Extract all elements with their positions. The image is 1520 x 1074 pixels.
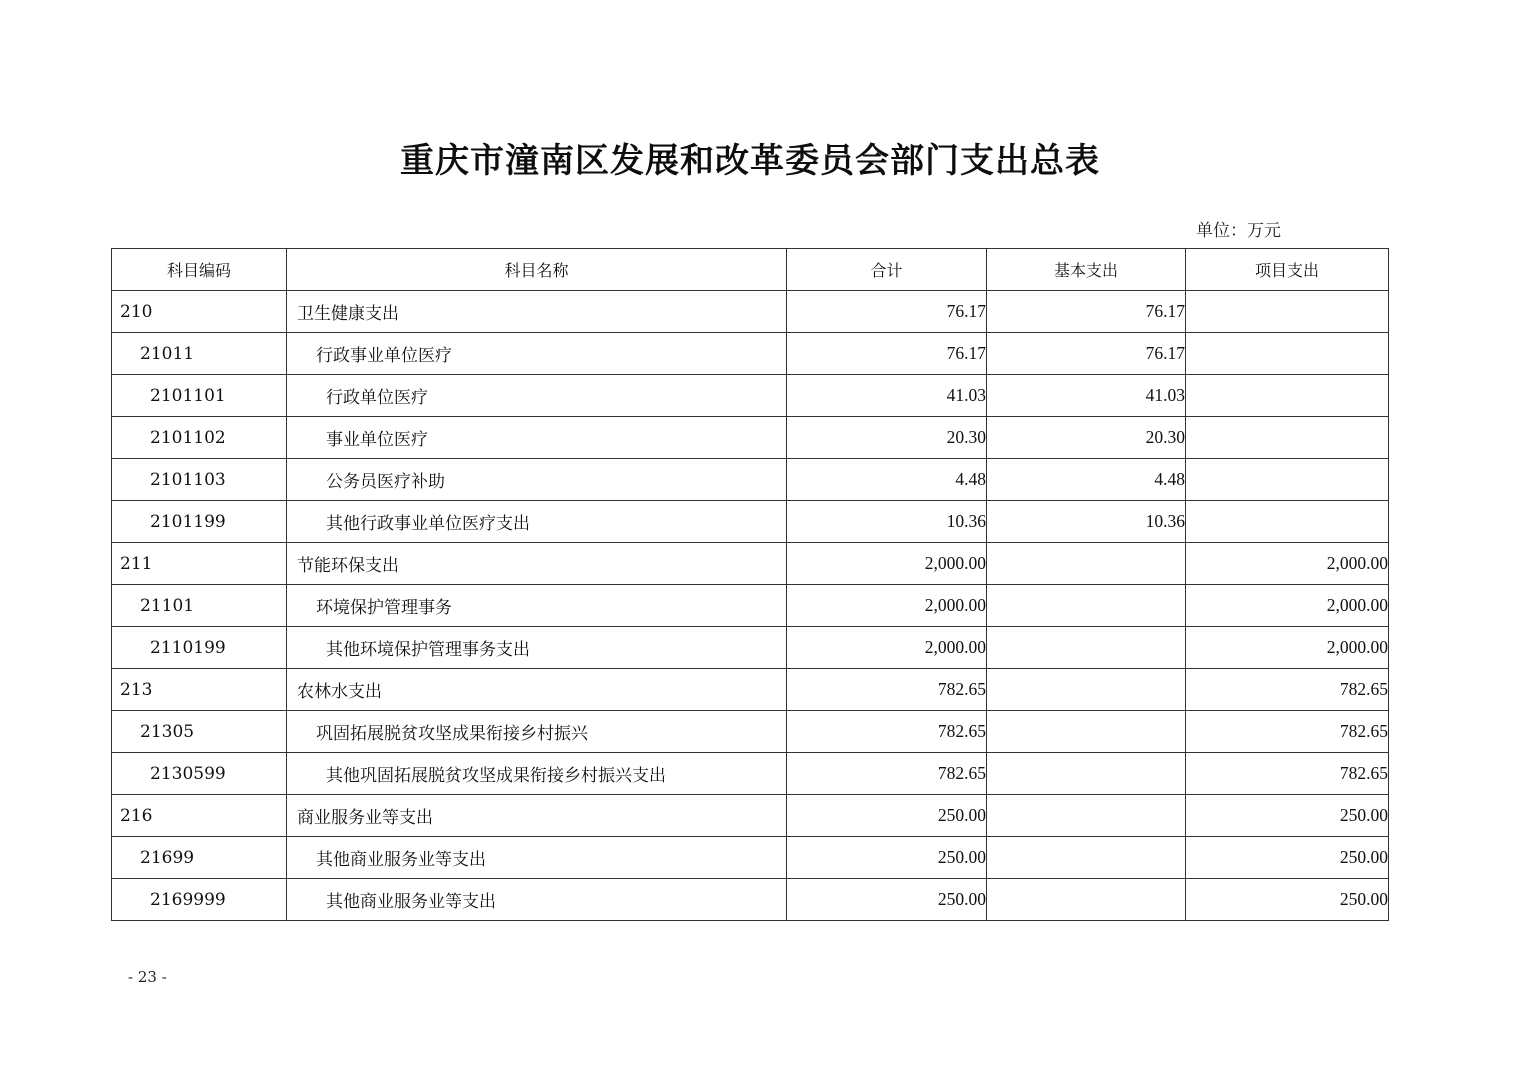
header-basic: 基本支出 — [987, 249, 1186, 291]
table-row — [112, 501, 1389, 543]
cell-basic — [987, 585, 1186, 627]
cell-basic: 76.17 — [987, 291, 1186, 333]
unit-label: 单位：万元 — [1196, 221, 1281, 241]
table-row — [112, 795, 1389, 837]
cell-name-text: 环境保护管理事务 — [316, 598, 452, 618]
cell-code-text: 2169999 — [150, 889, 226, 910]
cell-code — [112, 795, 287, 837]
table-row — [112, 585, 1389, 627]
cell-name-text: 公务员医疗补助 — [326, 472, 445, 492]
cell-project: 782.65 — [1186, 711, 1389, 753]
table-row — [112, 837, 1389, 879]
cell-name — [287, 501, 787, 543]
cell-name — [287, 417, 787, 459]
cell-project: 250.00 — [1186, 879, 1389, 921]
table-row — [112, 375, 1389, 417]
cell-total: 10.36 — [787, 501, 987, 543]
cell-name — [287, 459, 787, 501]
cell-name-text: 农林水支出 — [297, 682, 382, 702]
table-body — [112, 291, 1389, 921]
cell-total: 2,000.00 — [787, 543, 987, 585]
cell-total: 20.30 — [787, 417, 987, 459]
cell-code — [112, 669, 287, 711]
cell-project — [1186, 375, 1389, 417]
cell-project — [1186, 417, 1389, 459]
cell-project: 250.00 — [1186, 795, 1389, 837]
cell-project: 782.65 — [1186, 753, 1389, 795]
cell-name — [287, 711, 787, 753]
cell-project — [1186, 333, 1389, 375]
cell-basic — [987, 627, 1186, 669]
table-row — [112, 291, 1389, 333]
cell-name — [287, 753, 787, 795]
cell-total: 782.65 — [787, 753, 987, 795]
cell-code — [112, 837, 287, 879]
cell-total: 4.48 — [787, 459, 987, 501]
table-row — [112, 627, 1389, 669]
cell-project: 782.65 — [1186, 669, 1389, 711]
cell-code — [112, 375, 287, 417]
cell-basic: 41.03 — [987, 375, 1186, 417]
cell-code-text: 213 — [120, 679, 153, 700]
document-title: 重庆市潼南区发展和改革委员会部门支出总表 — [400, 141, 1100, 181]
cell-name-text: 其他环境保护管理事务支出 — [326, 640, 530, 660]
cell-code — [112, 585, 287, 627]
cell-total: 250.00 — [787, 879, 987, 921]
cell-code-text: 216 — [120, 805, 153, 826]
cell-code — [112, 417, 287, 459]
cell-code-text: 21101 — [140, 595, 195, 616]
cell-basic: 20.30 — [987, 417, 1186, 459]
cell-name — [287, 543, 787, 585]
cell-basic — [987, 711, 1186, 753]
cell-name-text: 事业单位医疗 — [326, 430, 428, 450]
cell-project: 2,000.00 — [1186, 585, 1389, 627]
cell-project: 2,000.00 — [1186, 543, 1389, 585]
cell-code — [112, 543, 287, 585]
cell-basic — [987, 795, 1186, 837]
cell-name — [287, 837, 787, 879]
expenditure-table — [111, 248, 1389, 921]
cell-name-text: 其他行政事业单位医疗支出 — [326, 514, 530, 534]
cell-name — [287, 375, 787, 417]
cell-code-text: 2101199 — [150, 511, 226, 532]
cell-code — [112, 879, 287, 921]
header-project: 项目支出 — [1186, 249, 1389, 291]
cell-total: 782.65 — [787, 669, 987, 711]
header-total: 合计 — [787, 249, 987, 291]
cell-name-text: 商业服务业等支出 — [297, 808, 433, 828]
cell-total: 76.17 — [787, 333, 987, 375]
cell-project — [1186, 459, 1389, 501]
cell-total: 782.65 — [787, 711, 987, 753]
table-row — [112, 333, 1389, 375]
cell-total: 2,000.00 — [787, 585, 987, 627]
cell-name — [287, 627, 787, 669]
cell-code — [112, 291, 287, 333]
page-number: - 23 - — [128, 968, 167, 986]
cell-name — [287, 879, 787, 921]
cell-name — [287, 669, 787, 711]
cell-total: 250.00 — [787, 837, 987, 879]
cell-code — [112, 711, 287, 753]
cell-basic: 10.36 — [987, 501, 1186, 543]
cell-project — [1186, 501, 1389, 543]
cell-name — [287, 585, 787, 627]
cell-code-text: 211 — [120, 553, 153, 574]
table-row — [112, 459, 1389, 501]
cell-code-text: 210 — [120, 301, 153, 322]
table-row — [112, 879, 1389, 921]
cell-code-text: 21305 — [140, 721, 195, 742]
cell-name — [287, 291, 787, 333]
cell-project: 250.00 — [1186, 837, 1389, 879]
cell-basic — [987, 837, 1186, 879]
cell-name-text: 行政单位医疗 — [326, 388, 428, 408]
table-row — [112, 543, 1389, 585]
cell-code — [112, 501, 287, 543]
cell-name-text: 行政事业单位医疗 — [316, 346, 452, 366]
header-code: 科目编码 — [112, 249, 287, 291]
table-row — [112, 669, 1389, 711]
cell-total: 76.17 — [787, 291, 987, 333]
cell-basic — [987, 753, 1186, 795]
cell-code-text: 21699 — [140, 847, 195, 868]
table-header-row — [112, 249, 1389, 291]
cell-code — [112, 459, 287, 501]
table-row — [112, 753, 1389, 795]
cell-name-text: 卫生健康支出 — [297, 304, 399, 324]
cell-name-text: 其他商业服务业等支出 — [316, 850, 486, 870]
cell-name — [287, 333, 787, 375]
cell-name-text: 其他巩固拓展脱贫攻坚成果衔接乡村振兴支出 — [326, 766, 666, 786]
cell-basic: 76.17 — [987, 333, 1186, 375]
cell-project — [1186, 291, 1389, 333]
cell-total: 250.00 — [787, 795, 987, 837]
cell-basic — [987, 669, 1186, 711]
table-row — [112, 711, 1389, 753]
cell-code — [112, 753, 287, 795]
cell-code-text: 2130599 — [150, 763, 226, 784]
cell-code-text: 2101103 — [150, 469, 226, 490]
cell-code — [112, 333, 287, 375]
cell-code-text: 21011 — [140, 343, 195, 364]
cell-code-text: 2101101 — [150, 385, 226, 406]
cell-code-text: 2101102 — [150, 427, 226, 448]
cell-name-text: 巩固拓展脱贫攻坚成果衔接乡村振兴 — [316, 724, 588, 744]
cell-project: 2,000.00 — [1186, 627, 1389, 669]
cell-name-text: 节能环保支出 — [297, 556, 399, 576]
cell-total: 2,000.00 — [787, 627, 987, 669]
cell-basic — [987, 879, 1186, 921]
cell-code-text: 2110199 — [150, 637, 226, 658]
header-name: 科目名称 — [287, 249, 787, 291]
cell-basic — [987, 543, 1186, 585]
cell-code — [112, 627, 287, 669]
table-row — [112, 417, 1389, 459]
cell-basic: 4.48 — [987, 459, 1186, 501]
cell-name-text: 其他商业服务业等支出 — [326, 892, 496, 912]
cell-total: 41.03 — [787, 375, 987, 417]
cell-name — [287, 795, 787, 837]
